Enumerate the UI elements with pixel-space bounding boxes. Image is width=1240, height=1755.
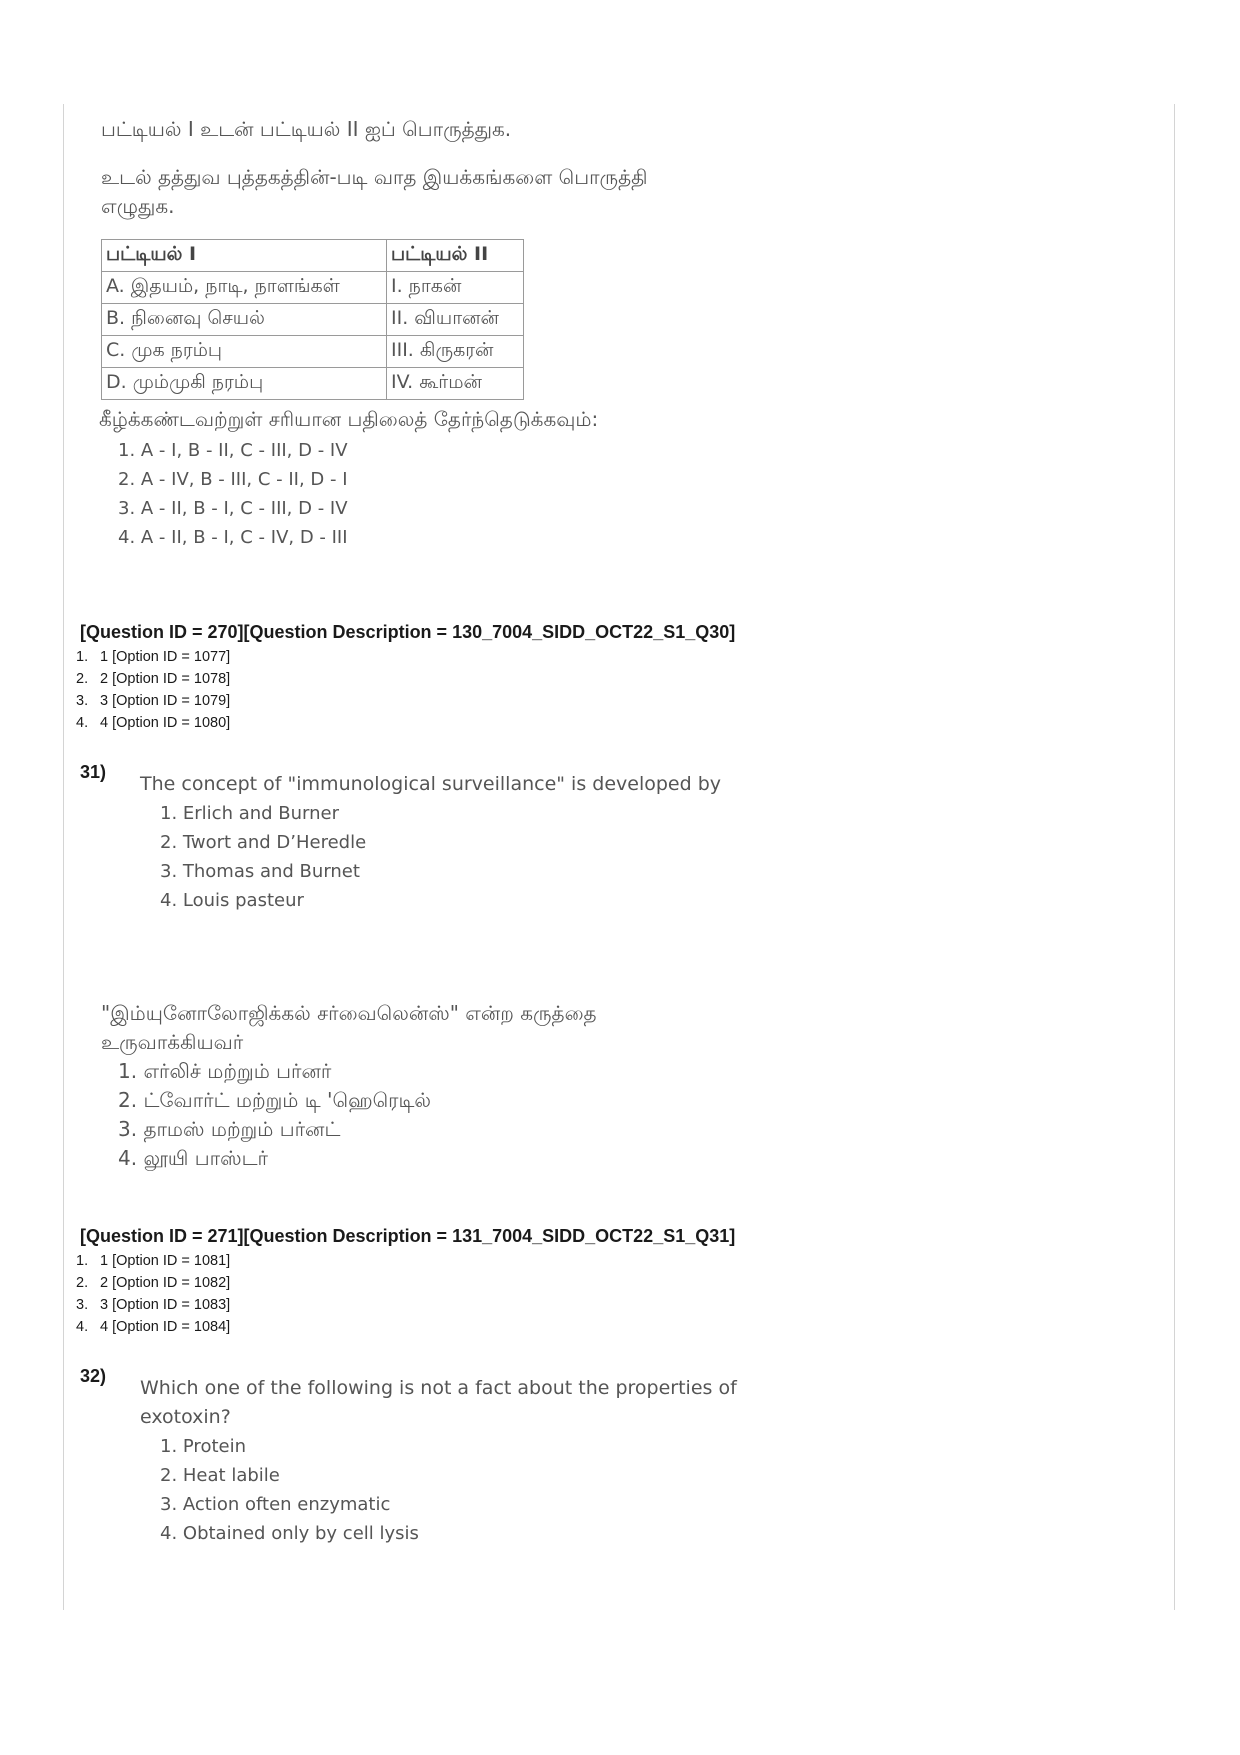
q31-choice-tamil-2: 2. ட்வோர்ட் மற்றும் டி 'ஹெரெடில் (118, 1088, 432, 1112)
q30-choice-1: 1. A - I, B - II, C - III, D - IV (118, 440, 348, 461)
q30-option-id-list (76, 646, 230, 734)
q31-choice-tamil-1: 1. எர்லிச் மற்றும் பர்னர் (118, 1059, 332, 1083)
q30-question-tamil-line2: எழுதுக. (101, 194, 175, 218)
table-cell-right: IV. கூர்மன் (387, 368, 524, 400)
q30-choice-3: 3. A - II, B - I, C - III, D - IV (118, 498, 348, 519)
q31-choice-en-1: 1. Erlich and Burner (160, 803, 340, 824)
q31-choice-tamil-4: 4. லூயி பாஸ்டர் (118, 1146, 268, 1170)
q31-choice-en-3: 3. Thomas and Burnet (160, 861, 360, 882)
list-item: 1. 1 [Option ID = 1081] (76, 1253, 231, 1269)
q31-question-tamil-line2: உருவாக்கியவர் (101, 1030, 244, 1054)
table-cell-left: B. நினைவு செயல் (102, 304, 387, 336)
q30-choose-instruction-tamil: கீழ்க்கண்டவற்றுள் சரியான பதிலைத் தேர்ந்தெடுக்கவும்: (99, 407, 599, 431)
q31-option-id-list (76, 1250, 230, 1338)
list-item: 1. 1 [Option ID = 1077] (76, 649, 231, 665)
q30-choice-2: 2. A - IV, B - III, C - II, D - I (118, 469, 348, 490)
list-item: 2. 2 [Option ID = 1082] (76, 1275, 231, 1291)
q30-instruction-tamil: பட்டியல் I உடன் பட்டியல் II ஐப் பொருத்துக. (101, 117, 512, 141)
q30-question-tamil-line1: உடல் தத்துவ புத்தகத்தின்-படி வாத இயக்கங்களை பொருத்தி (101, 165, 648, 189)
q31-number: 31) (80, 762, 107, 782)
q32-question-en-line1: Which one of the following is not a fact about the properties of (140, 1377, 737, 1399)
q31-meta: [Question ID = 271][Question Description = 131_7004_SIDD_OCT22_S1_Q31] (80, 1226, 736, 1246)
q32-choice-en-3: 3. Action often enzymatic (160, 1494, 391, 1515)
match-table-header-list1: பட்டியல் I (102, 240, 387, 272)
q30-meta: [Question ID = 270][Question Description = 130_7004_SIDD_OCT22_S1_Q30] (80, 622, 736, 642)
table-cell-right: III. கிருகரன் (387, 336, 524, 368)
right-page-rule (1174, 104, 1175, 1610)
list-item: 2. 2 [Option ID = 1078] (76, 671, 231, 687)
q32-choice-en-4: 4. Obtained only by cell lysis (160, 1523, 419, 1544)
table-cell-right: II. வியானன் (387, 304, 524, 336)
table-cell-left: C. முக நரம்பு (102, 336, 387, 368)
q30-choice-4: 4. A - II, B - I, C - IV, D - III (118, 527, 348, 548)
list-item: 4. 4 [Option ID = 1080] (76, 715, 231, 731)
table-cell-left: D. மும்முகி நரம்பு (102, 368, 387, 400)
match-table-header-list2: பட்டியல் II (387, 240, 524, 272)
list-item: 4. 4 [Option ID = 1084] (76, 1319, 231, 1335)
q31-question-tamil-line1: "இம்யுனோலோஜிக்கல் சர்வைலென்ஸ்" என்ற கருத்தை (101, 1001, 597, 1025)
list-item: 3. 3 [Option ID = 1079] (76, 693, 231, 709)
q32-choice-en-2: 2. Heat labile (160, 1465, 280, 1486)
q32-number: 32) (80, 1366, 107, 1386)
q31-choice-en-4: 4. Louis pasteur (160, 890, 304, 911)
table-cell-right: I. நாகன் (387, 272, 524, 304)
table-row (102, 368, 524, 400)
match-table-header (102, 240, 524, 272)
q31-choice-en-2: 2. Twort and D’Heredle (160, 832, 367, 853)
table-row (102, 304, 524, 336)
table-row (102, 272, 524, 304)
table-row (102, 336, 524, 368)
match-table (101, 239, 524, 400)
left-page-rule (63, 104, 64, 1610)
list-item: 3. 3 [Option ID = 1083] (76, 1297, 231, 1313)
table-cell-left: A. இதயம், நாடி, நாளங்கள் (102, 272, 387, 304)
q31-question-en: The concept of "immunological surveillance" is developed by (140, 773, 722, 795)
q32-choice-en-1: 1. Protein (160, 1436, 246, 1457)
q31-choice-tamil-3: 3. தாமஸ் மற்றும் பர்னட் (118, 1117, 341, 1141)
q32-question-en-line2: exotoxin? (140, 1406, 231, 1428)
